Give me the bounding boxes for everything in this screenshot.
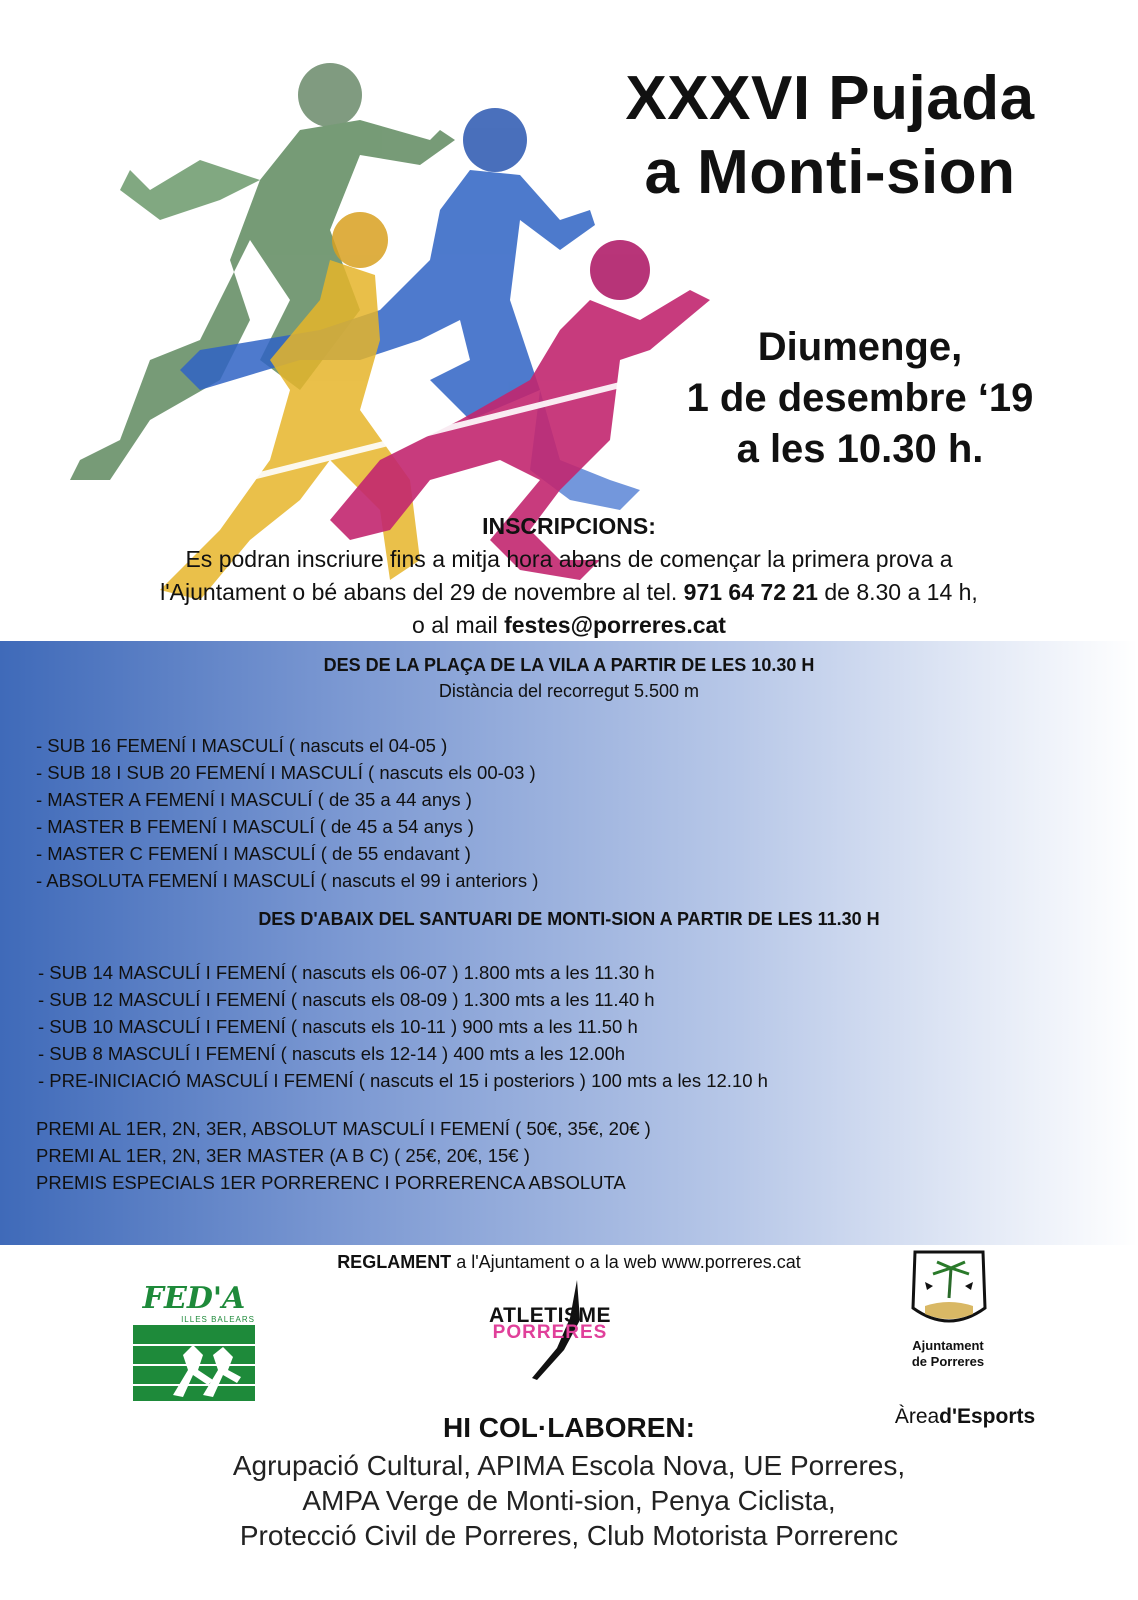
list-item: - SUB 10 MASCULÍ I FEMENÍ ( nascuts els 10-11 ) 900 mts a les 11.50 h — [38, 1016, 638, 1037]
feda-track-graphic — [133, 1325, 255, 1401]
inscriptions-line-2 — [0, 576, 1138, 609]
feda-logo-sub: ILLES BALEARS — [181, 1315, 255, 1324]
date-line-1: Diumenge, — [757, 325, 963, 369]
list-item: - MASTER C FEMENÍ I MASCULÍ ( de 55 endavant ) — [36, 843, 471, 864]
collaborators-line: Protecció Civil de Porreres, Club Motorista Porrerenc — [239, 1520, 899, 1551]
area-esports-pre: Àrea — [894, 1405, 940, 1428]
ajuntament-logo-line1: Ajuntament — [912, 1338, 984, 1353]
ajuntament-shield-icon — [903, 1248, 1003, 1334]
list-item: - PRE-INICIACIÓ MASCULÍ I FEMENÍ ( nascuts el 15 i posteriors ) 100 mts a les 12.10 h — [38, 1070, 768, 1091]
inscriptions-line-1: Es podran inscriure fins a mitja hora abans de començar la primera prova a — [185, 546, 953, 572]
section1-list — [36, 732, 538, 894]
race-info-band — [0, 641, 1138, 1245]
section1-heading: DES DE LA PLAÇA DE LA VILA A PARTIR DE LES 10.30 H — [323, 655, 815, 675]
date-line-2: 1 de desembre ‘19 — [686, 376, 1034, 420]
list-item: - SUB 8 MASCULÍ I FEMENÍ ( nascuts els 12-14 ) 400 mts a les 12.00h — [38, 1043, 626, 1064]
inscriptions-line-2-pre: l'Ajuntament o bé abans del 29 de novembre al tel. — [160, 579, 684, 605]
list-item: - SUB 12 MASCULÍ I FEMENÍ ( nascuts els 08-09 ) 1.300 mts a les 11.40 h — [38, 989, 655, 1010]
green-runner-figure — [70, 63, 455, 480]
atletisme-logo-line2: PORRERES — [492, 1322, 608, 1343]
list-item: - MASTER A FEMENÍ I MASCULÍ ( de 35 a 44 anys ) — [36, 789, 472, 810]
collaborators-line: AMPA Verge de Monti-sion, Penya Ciclista, — [302, 1485, 836, 1516]
collaborators-title: HI COL·LABOREN: — [443, 1412, 695, 1443]
date-line-3: a les 10.30 h. — [736, 427, 984, 471]
title-line-2: a Monti-sion — [644, 138, 1016, 207]
event-date — [640, 322, 1080, 475]
collaborators-list — [0, 1448, 1138, 1553]
feda-logo — [133, 1283, 255, 1401]
atletisme-porreres-logo — [462, 1278, 638, 1382]
inscriptions-line-3-pre: o al mail — [412, 612, 505, 638]
reglament-text[interactable]: a l'Ajuntament o a la web www.porreres.cat — [451, 1252, 801, 1272]
prize-item: PREMI AL 1ER, 2N, 3ER, ABSOLUT MASCULÍ I FEMENÍ ( 50€, 35€, 20€ ) — [36, 1118, 651, 1139]
email-link[interactable]: festes@porreres.cat — [504, 612, 726, 638]
prize-item: PREMIS ESPECIALS 1ER PORRERENC I PORRERENCA ABSOLUTA — [36, 1172, 626, 1193]
section2-heading: DES D'ABAIX DEL SANTUARI DE MONTI-SION A PARTIR DE LES 11.30 H — [258, 909, 880, 929]
title-line-1: XXXVI Pujada — [625, 64, 1035, 133]
list-item: - SUB 18 I SUB 20 FEMENÍ I MASCULÍ ( nascuts els 00-03 ) — [36, 762, 536, 783]
inscriptions-heading: INSCRIPCIONS: — [482, 513, 656, 539]
section2-list — [38, 959, 768, 1094]
area-esports-bold: d'Esports — [939, 1405, 1036, 1428]
reglament-label: REGLAMENT — [337, 1252, 452, 1272]
ajuntament-porreres-logo — [898, 1248, 998, 1388]
list-item: - ABSOLUTA FEMENÍ I MASCULÍ ( nascuts el 99 i anteriors ) — [36, 870, 539, 891]
inscriptions-line-2-post: de 8.30 a 14 h, — [817, 579, 978, 605]
event-title — [560, 62, 1100, 210]
phone-number[interactable]: 971 64 72 21 — [683, 579, 818, 605]
inscriptions-line-3 — [0, 609, 1138, 642]
ajuntament-logo-line2: de Porreres — [911, 1354, 985, 1369]
list-item: - MASTER B FEMENÍ I MASCULÍ ( de 45 a 54 anys ) — [36, 816, 474, 837]
list-item: - SUB 14 MASCULÍ I FEMENÍ ( nascuts els 06-07 ) 1.800 mts a les 11.30 h — [38, 962, 655, 983]
prizes-list — [36, 1115, 651, 1196]
prize-item: PREMI AL 1ER, 2N, 3ER MASTER (A B C) ( 25€, 20€, 15€ ) — [36, 1145, 530, 1166]
collaborators-line: Agrupació Cultural, APIMA Escola Nova, UE Porreres, — [232, 1450, 906, 1481]
feda-logo-name: FED'A — [142, 1281, 246, 1316]
atletisme-logo-line1: ATLETISME — [489, 1304, 611, 1327]
inscriptions-block — [0, 510, 1138, 642]
section1-distance: Distància del recorregut 5.500 m — [438, 681, 700, 701]
list-item: - SUB 16 FEMENÍ I MASCULÍ ( nascuts el 04-05 ) — [36, 735, 448, 756]
